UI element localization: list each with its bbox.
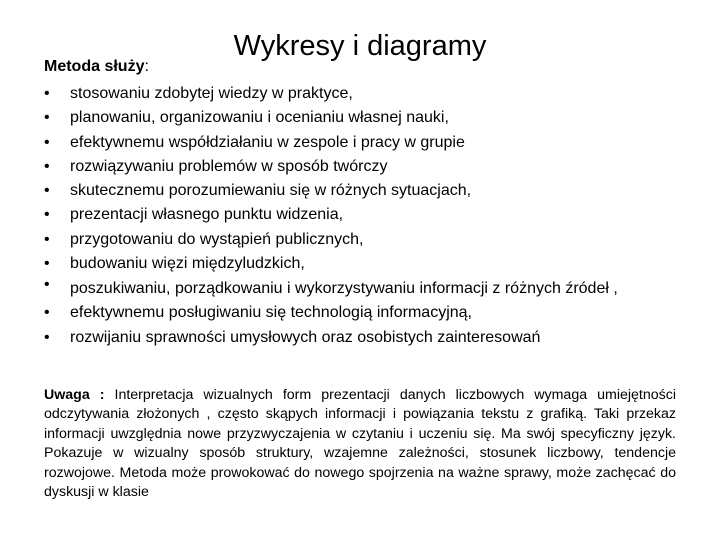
intro-suffix: : <box>144 58 149 75</box>
list-item <box>44 228 684 252</box>
intro-line <box>44 57 149 77</box>
list-item <box>44 252 684 276</box>
bullet-icon: • <box>44 328 50 346</box>
intro-label: Metoda służy <box>44 58 145 75</box>
list-item-text: skutecznemu porozumiewaniu się w różnych sytuacjach, <box>70 182 472 200</box>
list-item-text: stosowaniu zdobytej wiedzy w praktyce, <box>70 85 353 102</box>
bullet-icon: • <box>44 109 50 127</box>
list-item-text: rozwijaniu sprawności umysłowych oraz osobistych zainteresowań <box>70 328 541 346</box>
bullet-icon: • <box>44 276 50 294</box>
list-item <box>44 326 684 350</box>
bullet-icon: • <box>44 206 50 224</box>
bullet-icon: • <box>44 85 50 102</box>
note-text: Interpretacja wizualnych form prezentacji danych liczbowych wymaga umiejętności odczytywania złożonych , często skąpych informacji i powiązania tekstu z grafiką. Taki przekaz informacji uwzględnia nowe przyzwyczajenia w czytaniu i uczeniu się. Ma swój specyficzny język. Pokazuje w wizualny sposób struktury, wzajemne zależności, stosunek liczbowy, tendencje rozwojowe. Metoda może prowokować do nowego spojrzenia na ważne sprawy, może zachęcać do dyskusji w klasie <box>44 387 676 501</box>
note-paragraph <box>44 386 676 502</box>
list-item <box>44 106 684 130</box>
list-item <box>44 179 684 203</box>
list-item-text: przygotowaniu do wystąpień publicznych, <box>70 230 364 248</box>
list-item <box>44 131 684 155</box>
list-item <box>44 203 684 227</box>
list-item-text: rozwiązywaniu problemów w sposób twórczy <box>70 157 388 175</box>
list-item-text: budowaniu więzi międzyludzkich, <box>70 255 305 273</box>
bullet-icon: • <box>44 133 50 151</box>
slide-title: Wykresy i diagramy <box>233 30 487 62</box>
list-item-text: efektywnemu posługiwaniu się technologią informacyjną, <box>70 304 472 322</box>
list-item-text: efektywnemu współdziałaniu w zespole i pracy w grupie <box>70 133 465 151</box>
list-item <box>44 82 684 106</box>
bullet-icon: • <box>44 230 50 248</box>
methods-list <box>44 82 684 350</box>
bullet-icon: • <box>44 182 50 200</box>
bullet-icon: • <box>44 255 50 273</box>
note-label: Uwaga : <box>44 387 105 403</box>
list-item-text: poszukiwaniu, porządkowaniu i wykorzystywaniu informacji z różnych źródeł , <box>70 280 618 298</box>
list-item <box>44 155 684 179</box>
list-item <box>44 301 684 325</box>
bullet-icon: • <box>44 157 50 175</box>
list-item-text: prezentacji własnego punktu widzenia, <box>70 206 344 224</box>
bullet-icon: • <box>44 304 50 322</box>
list-item <box>44 276 684 301</box>
list-item-text: planowaniu, organizowaniu i ocenianiu własnej nauki, <box>70 109 449 127</box>
